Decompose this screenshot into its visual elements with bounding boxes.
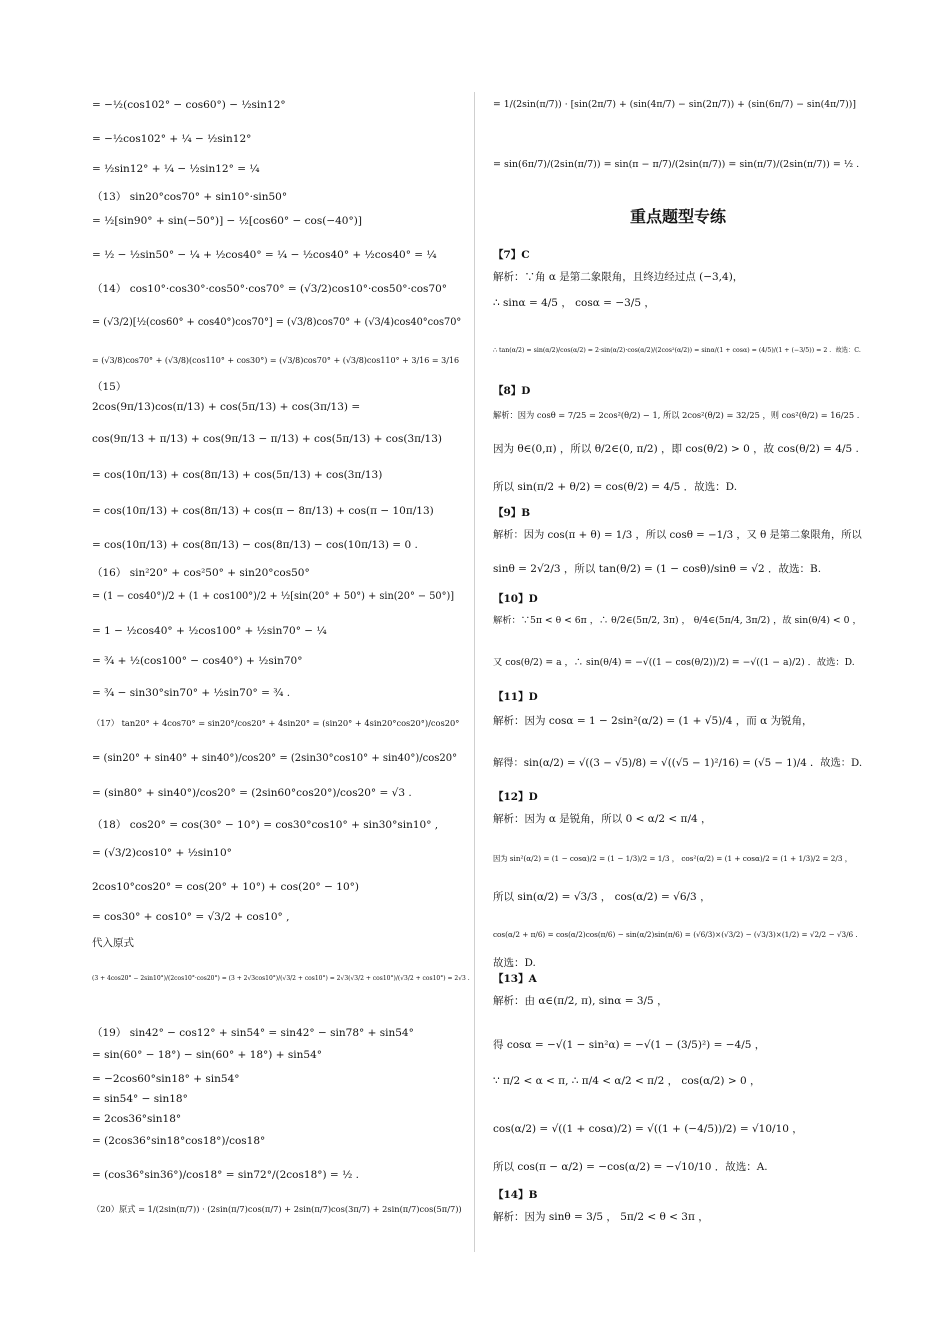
right-line: 【12】D	[493, 791, 538, 803]
right-line: cos(α/2) = √((1 + cosα)/2) = √((1 + (−4/5))/2) = √10/10 ，	[493, 1123, 803, 1135]
right-line: sinθ = 2√2/3 ，所以 tan(θ/2) = (1 − cosθ)/sinθ = √2 ．故选：B.	[493, 563, 822, 575]
left-line: = −½cos102° + ¼ − ½sin12°	[92, 133, 252, 145]
left-line: = cos30° + cos10° = √3/2 + cos10° ,	[92, 911, 290, 923]
left-line: = (cos36°sin36°)/cos18° = sin72°/(2cos18°) = ½ .	[92, 1169, 359, 1181]
right-line: 因为 sin²(α/2) = (1 − cosα)/2 = (1 − 1/3)/2 = 1/3 ， cos²(α/2) = (1 + cosα)/2 = (1 + 1/3)/2 = 2/3 ，	[493, 854, 852, 863]
right-line: ∴ sinα = 4/5 ， cosα = −3/5 ，	[493, 297, 655, 309]
left-line: = sin54° − sin18°	[92, 1093, 188, 1105]
left-line: （18） cos20° = cos(30° − 10°) = cos30°cos10° + sin30°sin10° ,	[92, 819, 439, 831]
left-line: 代入原式	[92, 937, 134, 949]
left-line: = cos(10π/13) + cos(8π/13) + cos(5π/13) + cos(3π/13)	[92, 469, 383, 481]
right-line: 解析：因为 cosα = 1 − 2sin²(α/2) = (1 + √5)/4 ，而 α 为锐角，	[493, 715, 813, 727]
right-line: 解析：由 α∈(π/2, π), sinα = 3/5 ，	[493, 995, 668, 1007]
left-line: （20）原式 = 1/(2sin(π/7)) · (2sin(π/7)cos(π/7) + 2sin(π/7)cos(3π/7) + 2sin(π/7)cos(5π/7))	[92, 1204, 462, 1214]
right-line: 【13】A	[493, 973, 537, 985]
left-line: 2cos10°cos20° = cos(20° + 10°) + cos(20° − 10°)	[92, 881, 359, 893]
right-line: 解析：∵5π < θ < 6π ，∴ θ/2∈(5π/2, 3π) ， θ/4∈(5π/4, 3π/2) ，故 sin(θ/4) < 0 ，	[493, 615, 862, 626]
left-line: （13） sin20°cos70° + sin10°·sin50°	[92, 191, 288, 203]
right-line: 【9】B	[493, 507, 531, 519]
left-line: = ¾ + ½(cos100° − cos40°) + ½sin70°	[92, 655, 303, 667]
right-line: 【7】C	[493, 249, 530, 261]
left-line: = ½[sin90° + sin(−50°)] − ½[cos60° − cos(−40°)]	[92, 215, 362, 227]
right-line: 解析：∵角 α 是第二象限角，且终边经过点 (−3,4)，	[493, 271, 744, 283]
left-line: = (√3/2)cos10° + ½sin10°	[92, 847, 232, 859]
right-line: 所以 sin(α/2) = √3/3 ， cos(α/2) = √6/3 ，	[493, 891, 711, 903]
left-line: = (√3/2)[½(cos60° + cos40°)cos70°] = (√3/8)cos70° + (√3/4)cos40°cos70°	[92, 317, 462, 328]
right-line: 解析：因为 α 是锐角，所以 0 < α/2 < π/4 ，	[493, 813, 712, 825]
right-line: 因为 θ∈(0,π) ，所以 θ/2∈(0, π/2) ，即 cos(θ/2) > 0 ，故 cos(θ/2) = 4/5 .	[493, 443, 859, 455]
right-line: 解得：sin(α/2) = √((3 − √5)/8) = √((√5 − 1)²/16) = (√5 − 1)/4 ．故选：D.	[493, 757, 863, 769]
right-line: 【8】D	[493, 385, 531, 397]
left-line: （16） sin²20° + cos²50° + sin20°cos50°	[92, 567, 310, 579]
right-line: 故选：D.	[493, 957, 536, 969]
right-line: cos(α/2 + π/6) = cos(α/2)cos(π/6) − sin(α/2)sin(π/6) = (√6/3)×(√3/2) − (√3/3)×(1/2) = √2/2 − √3/6 .	[493, 930, 858, 939]
right-line: 解析：因为 cos(π + θ) = 1/3 ，所以 cosθ = −1/3 ，又 θ 是第二象限角，所以	[493, 529, 862, 541]
left-line: = (√3/8)cos70° + (√3/8)(cos110° + cos30°) = (√3/8)cos70° + (√3/8)cos110° + 3/16 = 3/16	[92, 356, 460, 365]
left-line: = (sin80° + sin40°)/cos20° = (2sin60°cos20°)/cos20° = √3 .	[92, 787, 412, 799]
section-heading: 重点题型专练	[629, 207, 726, 226]
right-line: 所以 cos(π − α/2) = −cos(α/2) = −√10/10 ．故选：A.	[493, 1161, 768, 1173]
right-line: 【14】B	[493, 1189, 538, 1201]
left-line: = ¾ − sin30°sin70° + ½sin70° = ¾ .	[92, 687, 291, 699]
column-divider	[474, 92, 475, 1252]
right-line: 得 cosα = −√(1 − sin²α) = −√(1 − (3/5)²) = −4/5 ，	[493, 1039, 766, 1051]
left-line: = 1 − ½cos40° + ½cos100° + ½sin70° − ¼	[92, 625, 327, 637]
right-top-line: = sin(6π/7)/(2sin(π/7)) = sin(π − π/7)/(2sin(π/7)) = sin(π/7)/(2sin(π/7)) = ½ .	[493, 159, 860, 170]
left-line: = −2cos60°sin18° + sin54°	[92, 1073, 240, 1085]
left-line: = sin(60° − 18°) − sin(60° + 18°) + sin54°	[92, 1049, 322, 1061]
left-line: （17） tan20° + 4cos70° = sin20°/cos20° + 4sin20° = (sin20° + 4sin20°cos20°)/cos20°	[92, 718, 460, 728]
left-line: = (2cos36°sin18°cos18°)/cos18°	[92, 1135, 266, 1147]
right-line: 【11】D	[493, 691, 538, 703]
left-line: cos(9π/13 + π/13) + cos(9π/13 − π/13) + cos(5π/13) + cos(3π/13)	[92, 433, 443, 445]
left-line: = (1 − cos40°)/2 + (1 + cos100°)/2 + ½[sin(20° + 50°) + sin(20° − 50°)]	[92, 591, 455, 602]
right-line: 又 cos(θ/2) = a ，∴ sin(θ/4) = −√((1 − cos(θ/2))/2) = −√((1 − a)/2) ．故选：D.	[493, 657, 855, 668]
right-line: 所以 sin(π/2 + θ/2) = cos(θ/2) = 4/5 ．故选：D.	[493, 481, 738, 493]
left-line: (3 + 4cos20° − 2sin10°)/(2cos10°·cos20°) = (3 + 2√3cos10°)/(√3/2 + cos10°) = 2√3(√3/2 + cos10°)/(√3/2 + cos10°) = 2√3 .	[92, 975, 470, 982]
right-top-line: = 1/(2sin(π/7)) · [sin(2π/7) + (sin(4π/7) − sin(2π/7)) + (sin(6π/7) − sin(4π/7))]	[493, 99, 856, 110]
left-line: （19） sin42° − cos12° + sin54° = sin42° − sin78° + sin54°	[92, 1027, 414, 1039]
left-line: = cos(10π/13) + cos(8π/13) + cos(π − 8π/13) + cos(π − 10π/13)	[92, 505, 434, 517]
left-line: = cos(10π/13) + cos(8π/13) − cos(8π/13) − cos(10π/13) = 0 .	[92, 539, 418, 551]
left-line: = −½(cos102° − cos60°) − ½sin12°	[92, 99, 286, 111]
right-line: 解析：因为 cosθ = 7/25 = 2cos²(θ/2) − 1, 所以 2cos²(θ/2) = 32/25 ，则 cos²(θ/2) = 16/25 .	[493, 410, 860, 420]
left-line: 2cos(9π/13)cos(π/13) + cos(5π/13) + cos(3π/13) =	[92, 401, 361, 413]
left-line: = ½sin12° + ¼ − ½sin12° = ¼	[92, 163, 260, 175]
left-line: = ½ − ½sin50° − ¼ + ½cos40° = ¼ − ½cos40° + ½cos40° = ¼	[92, 249, 437, 261]
left-line: = 2cos36°sin18°	[92, 1113, 182, 1125]
right-line: ∵ π/2 < α < π, ∴ π/4 < α/2 < π/2 ， cos(α/2) > 0 ，	[493, 1075, 761, 1087]
right-line: 解析：因为 sinθ = 3/5 ， 5π/2 < θ < 3π ，	[493, 1211, 709, 1223]
left-line: （15）	[92, 381, 127, 393]
left-line: （14） cos10°·cos30°·cos50°·cos70° = (√3/2)cos10°·cos50°·cos70°	[92, 283, 448, 295]
left-line: = (sin20° + sin40° + sin40°)/cos20° = (2sin30°cos10° + sin40°)/cos20°	[92, 753, 458, 764]
right-line: ∴ tan(α/2) = sin(α/2)/cos(α/2) = 2·sin(α/2)·cos(α/2)/(2cos²(α/2)) = sinα/(1 + cosα) = (4/5)/(1 + (−3/5)) = 2 ．故选：C.	[493, 347, 861, 354]
right-line: 【10】D	[493, 593, 538, 605]
